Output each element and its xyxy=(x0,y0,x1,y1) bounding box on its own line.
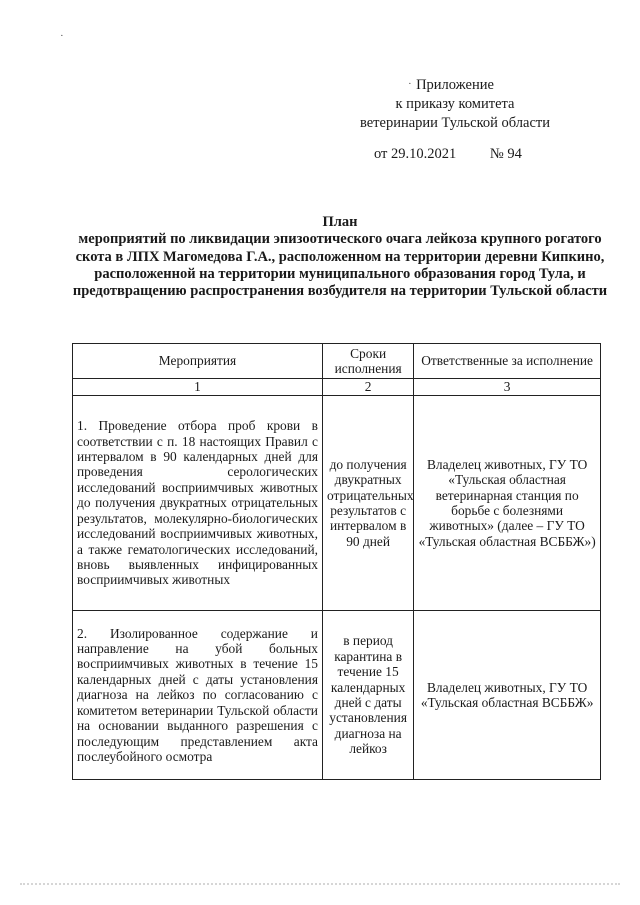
activity-cell: 2. Изолированное содержание и направление на убой больных восприимчивых животных в течение 15 календарных дней с даты установления диагноза на лейкоз по согласованию с комитетом ветеринарии Тульской области на основании выданного разрешения с последующим представлением акта послеубойного осмотра xyxy=(73,611,323,780)
column-number-row xyxy=(73,379,601,396)
table-header-row xyxy=(73,344,601,379)
table-row xyxy=(73,396,601,611)
page-bottom-scan-artifact xyxy=(20,883,620,885)
order-number: № 94 xyxy=(489,146,522,162)
column-number: 1 xyxy=(73,379,323,396)
activity-cell: 1. Проведение отбора проб крови в соответствии с п. 18 настоящих Правил с интервалом в 90 календарных дней для проведения серологических исследований восприимчивых животных до получения двукратных отрицательных результатов, молекулярно-биологических исследований восприимчивых животных, а также гематологических исследований, вновь выявленных инфицированных восприимчивых животных xyxy=(73,396,323,611)
responsible-cell: Владелец животных, ГУ ТО «Тульская областная ВСББЖ» xyxy=(414,611,601,780)
plan-table xyxy=(72,343,601,780)
header-cell: Ответственные за исполнение xyxy=(414,344,601,379)
title-subtitle: мероприятий по ликвидации эпизоотического очага лейкоза крупного рогатого скота в ЛПХ Магомедова Г.А., расположенном на территории деревни Кипкино, расположенной на территории муниципального образования город Тула, и предотвращению распространения возбудителя на территории Тульской области xyxy=(72,231,608,300)
document-title xyxy=(70,214,610,300)
order-date: от 29.10.2021 xyxy=(374,146,457,162)
header-line: Приложение xyxy=(416,77,494,93)
column-number: 3 xyxy=(414,379,601,396)
header-cell: Мероприятия xyxy=(73,344,323,379)
header-line: ветеринарии Тульской области xyxy=(359,115,550,131)
title-heading: План xyxy=(322,214,358,230)
scan-mark: · xyxy=(408,78,412,90)
header-line: к приказу комитета xyxy=(395,96,515,112)
header-cell: Сроки исполнения xyxy=(322,344,413,379)
table-row xyxy=(73,611,601,780)
responsible-cell: Владелец животных, ГУ ТО «Тульская областная ветеринарная станция по борьбе с болезнями животных» (далее – ГУ ТО «Тульская областная ВСББЖ») xyxy=(414,396,601,611)
term-cell: до получения двукратных отрицательных результатов с интервалом в 90 дней xyxy=(322,396,413,611)
column-number: 2 xyxy=(322,379,413,396)
order-reference xyxy=(374,146,522,163)
term-cell: в период карантина в течение 15 календарных дней с даты установления диагноза на лейкоз xyxy=(322,611,413,780)
approval-header xyxy=(330,76,580,133)
scan-mark: · xyxy=(60,30,64,42)
